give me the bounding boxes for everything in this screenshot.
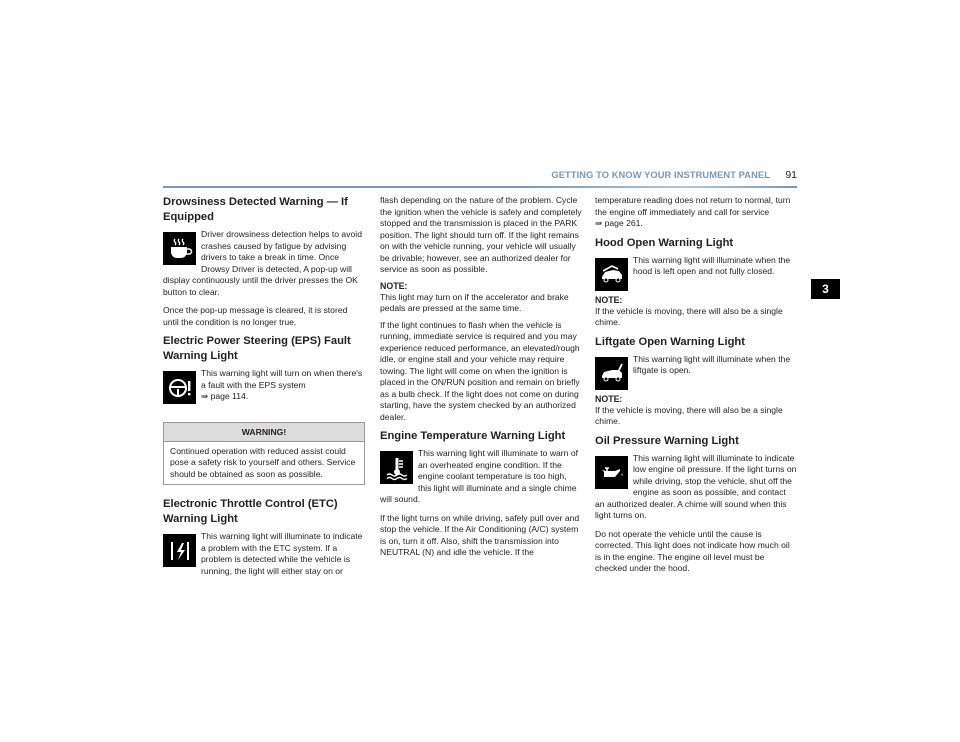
engine-temp-text: This warning light will illuminate to warn of an overheated engine condition. If the engine coolant temperature is too high, this light will illuminate and a single chime will sound. — [380, 448, 579, 504]
coffee-cup-icon — [163, 232, 196, 265]
eps-heading: Electric Power Steering (EPS) Fault Warning Light — [163, 335, 351, 362]
oil-text: This warning light will illuminate to indicate low engine oil pressure. If the light turns on while driving, stop the vehicle, shut off the engine as soon as possible, and contact an authorized dealer. A chime will sound when this light turns on. — [595, 452, 797, 520]
page-header — [551, 169, 797, 184]
eps-page-ref[interactable]: ⇛ page 114. — [201, 391, 249, 401]
note-text: This light may turn on if the accelerator and brake pedals are pressed at the same time. — [380, 291, 569, 313]
etc-text: This warning light will illuminate to indicate a problem with the ETC system. If a problem is detected while the vehicle is running, the light will either stay on or — [201, 531, 363, 576]
liftgate-text: This warning light will illuminate when the liftgate is open. — [633, 353, 791, 375]
oil-text-2: Do not operate the vehicle until the cause is corrected. This light does not indicate how much oil is in the engine. The engine oil level must be checked under the hood. — [595, 528, 790, 573]
hood-open-icon — [595, 258, 628, 291]
throttle-lightning-icon — [163, 534, 196, 567]
liftgate-block — [595, 354, 797, 392]
liftgate-heading: Liftgate Open Warning Light — [595, 335, 745, 348]
hood-heading: Hood Open Warning Light — [595, 236, 734, 249]
etc-block — [163, 531, 365, 582]
liftgate-note-label: NOTE: — [595, 393, 623, 404]
header-rule — [163, 186, 797, 188]
etc-flash-text: If the light continues to flash when the vehicle is running, immediate service is required and you may experience reduced performance, an elevated/rough idle, or engine stall and your vehicle may require towing. The light will come on when the ignition is placed in the ON/RUN position and remain on briefly as a bulb check. If the light does not come on during starting, have the system checked by an authorized dealer. — [380, 319, 580, 422]
column-1 — [163, 195, 365, 584]
steering-wheel-exclamation-icon — [163, 371, 196, 404]
drowsiness-text: Driver drowsiness detection helps to avoid crashes caused by fatigue by advising drivers to take a break in time. Once Drowsy Driver is detected, A pop-up will display continuously until the driver presses the OK button to clear. — [163, 229, 362, 297]
temp-page-ref[interactable]: ⇛ page 261. — [595, 218, 643, 228]
hood-note-label: NOTE: — [595, 294, 623, 305]
warning-text: Continued operation with reduced assist could pose a safety risk to yourself and others. Service should be obtained as soon as possible. — [170, 445, 356, 479]
warning-title: WARNING! — [164, 423, 364, 442]
eps-block — [163, 368, 365, 408]
hood-text: This warning light will illuminate when the hood is left open and not fully closed. — [633, 254, 791, 276]
note-label: NOTE: — [380, 280, 408, 291]
header-title: GETTING TO KNOW YOUR INSTRUMENT PANEL — [551, 170, 770, 180]
engine-temp-heading: Engine Temperature Warning Light — [380, 430, 566, 442]
column-2 — [380, 195, 582, 564]
engine-temp-text-2: If the light turns on while driving, safely pull over and stop the vehicle. If the Air Conditioning (A/C) system is on, turn it off. Also, shift the transmission into NEUTRAL (N) and idle the vehicle. If the — [380, 512, 580, 557]
chapter-tab: 3 — [811, 279, 840, 299]
warning-box — [163, 422, 365, 486]
oil-heading: Oil Pressure Warning Light — [595, 434, 739, 447]
drowsiness-block — [163, 229, 365, 303]
drowsiness-heading: Drowsiness Detected Warning — If Equipped — [163, 196, 348, 223]
hood-block — [595, 255, 797, 293]
drowsiness-text-2: Once the pop-up message is cleared, it is stored until the condition is no longer true. — [163, 305, 348, 327]
temp-continued-text: temperature reading does not return to normal, turn the engine off immediately and call for service — [595, 195, 791, 217]
liftgate-open-icon — [595, 357, 628, 390]
column-3 — [595, 195, 797, 580]
engine-temp-block — [380, 448, 582, 511]
etc-continued-text: flash depending on the nature of the problem. Cycle the ignition when the vehicle is safely and completely stopped and the transmission is placed in the PARK position. The light should turn off. If the light remains on with the vehicle running, your vehicle will usually be drivable; however, see an authorized dealer for service as soon as possible. — [380, 195, 582, 274]
page-number: 91 — [785, 169, 797, 181]
coolant-temperature-icon — [380, 451, 413, 484]
hood-note-text: If the vehicle is moving, there will also be a single chime. — [595, 305, 783, 327]
eps-text: This warning light will turn on when there's a fault with the EPS system — [201, 368, 363, 390]
liftgate-note-text: If the vehicle is moving, there will also be a single chime. — [595, 404, 783, 426]
oil-can-icon — [595, 456, 628, 489]
etc-heading: Electronic Throttle Control (ETC) Warning Light — [163, 498, 338, 525]
oil-block — [595, 453, 797, 527]
